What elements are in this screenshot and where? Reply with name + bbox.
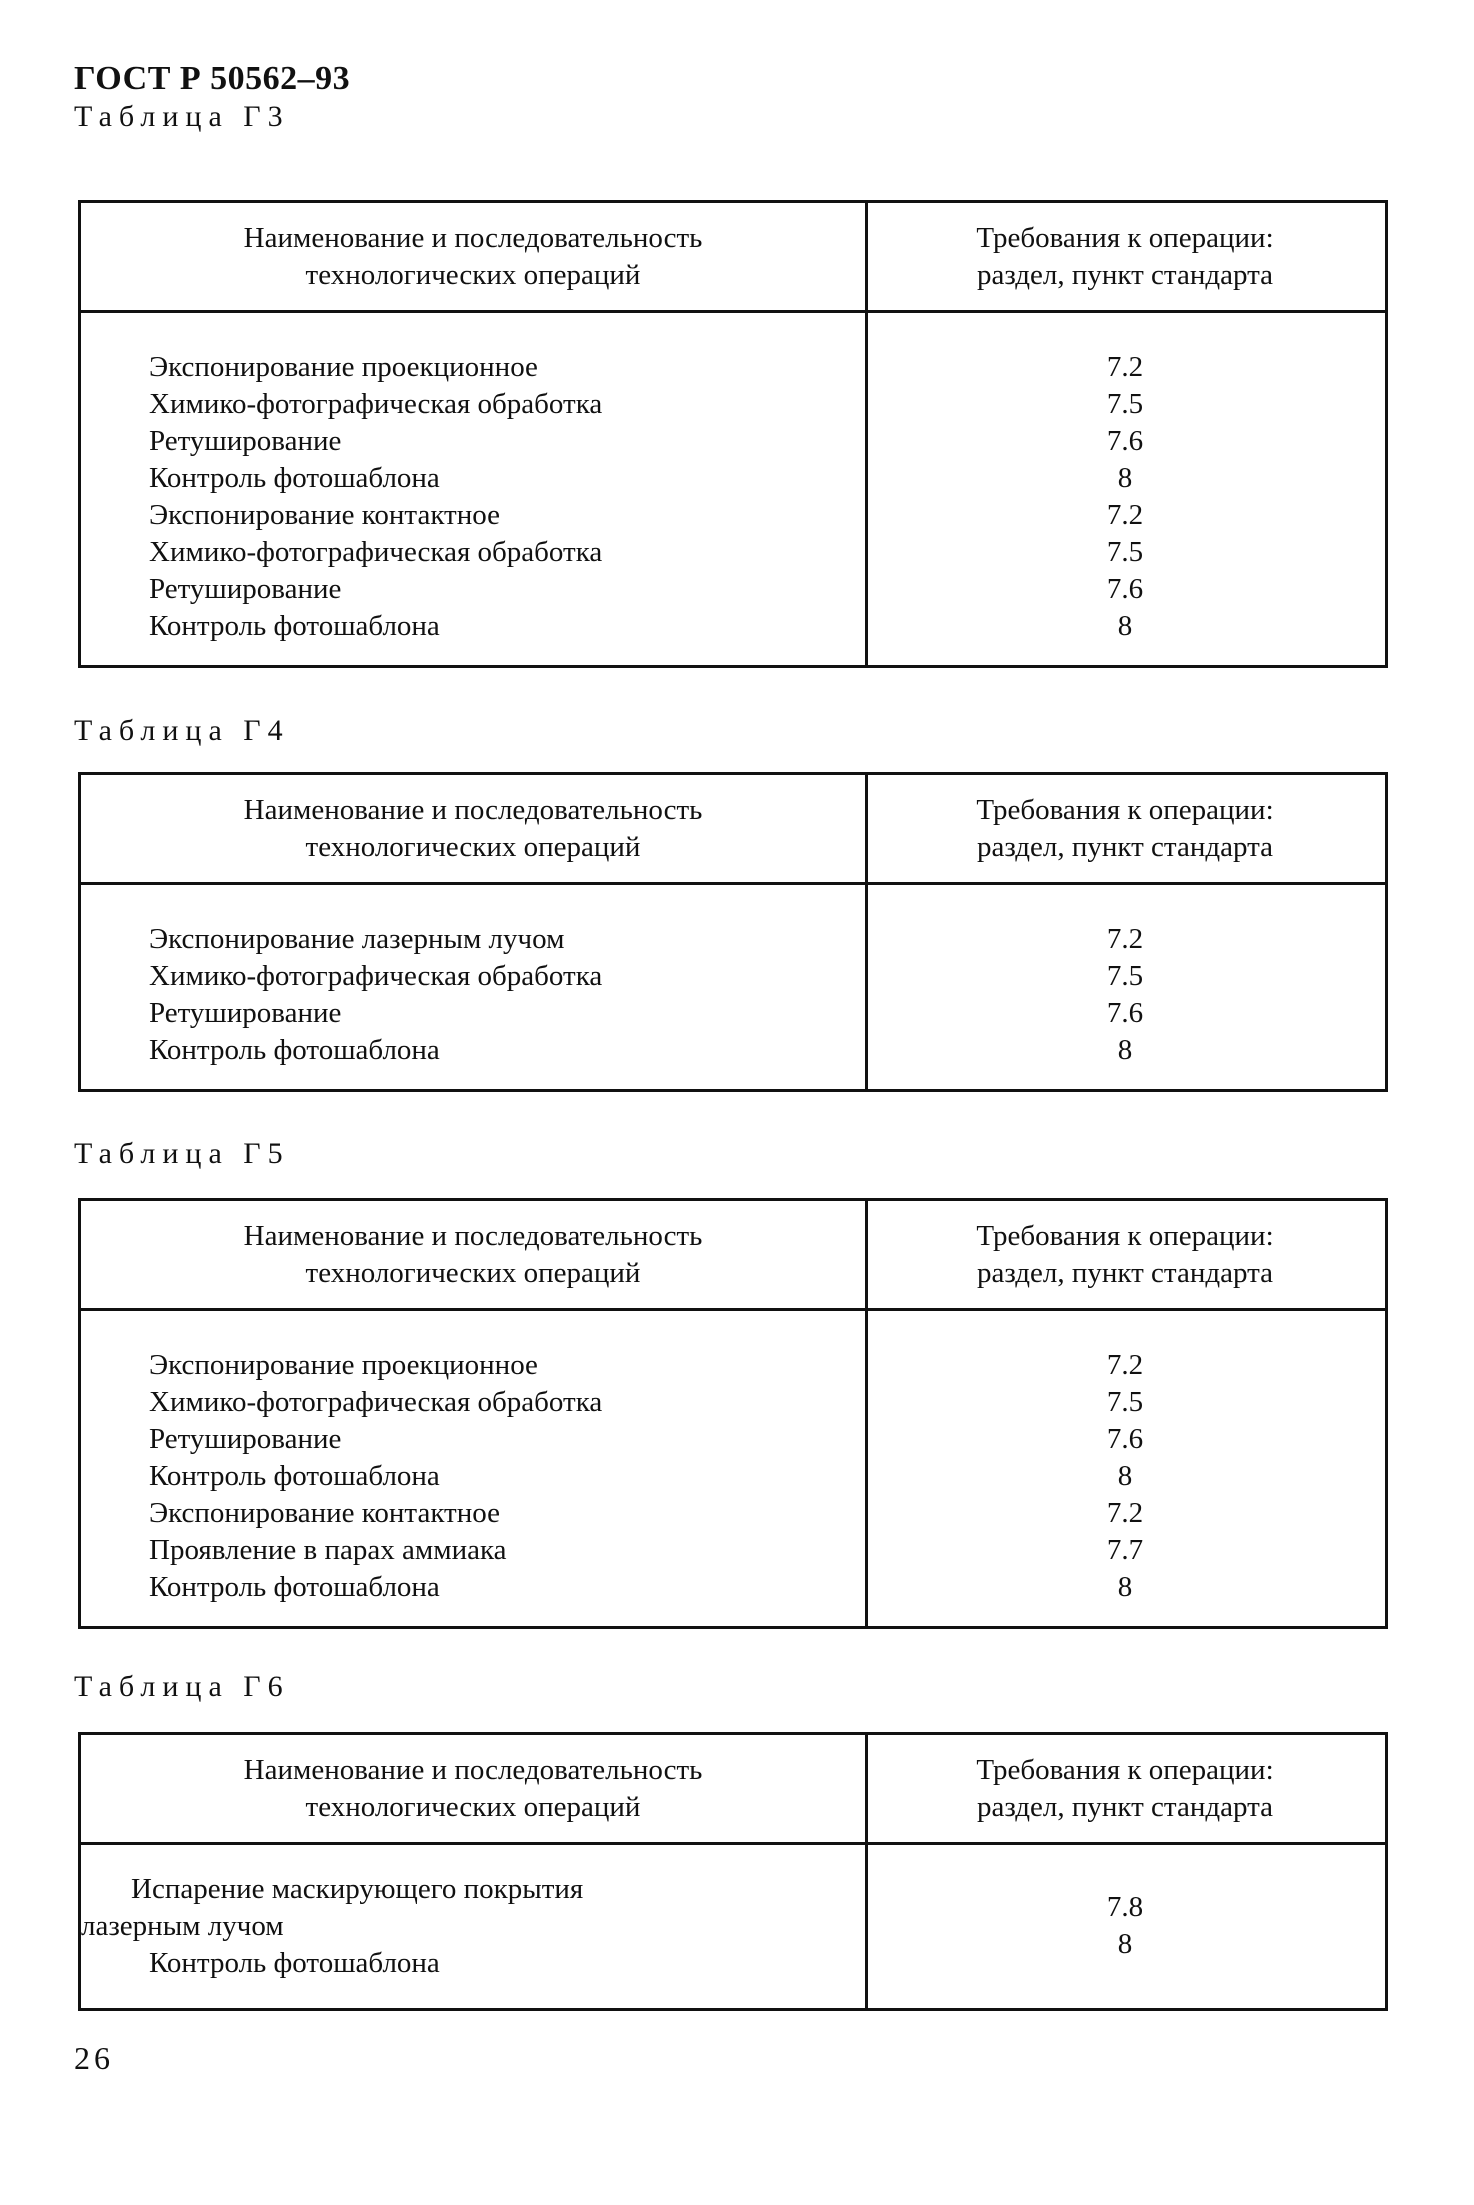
requirement-clause: 8 xyxy=(1117,1034,1133,1066)
table-header xyxy=(81,203,1385,313)
operation-name: Химико-фотографическая обработка xyxy=(149,960,603,992)
operation-name: Химико-фотографическая обработка xyxy=(149,388,603,420)
operation-name: Проявление в парах аммиака xyxy=(149,1534,507,1566)
table-body xyxy=(81,313,1385,665)
column-separator xyxy=(865,1201,868,1626)
page-number: 26 xyxy=(74,2040,114,2076)
header-operations: Наименование и последовательность технологических операций xyxy=(243,1219,703,1289)
operation-name: Контроль фотошаблона xyxy=(149,1571,440,1603)
table-body xyxy=(81,1845,1385,2008)
header-requirements: Требования к операции: раздел, пункт стандарта xyxy=(976,1753,1274,1823)
requirement-clause: 7.5 xyxy=(1106,1386,1144,1418)
requirement-clause: 8 xyxy=(1117,1460,1133,1492)
operation-name: Экспонирование проекционное xyxy=(149,351,538,383)
operation-name: Экспонирование контактное xyxy=(149,1497,500,1529)
requirement-clause: 7.6 xyxy=(1106,1423,1144,1455)
requirement-clause: 7.6 xyxy=(1106,573,1144,605)
operation-name: Ретуширование xyxy=(149,425,342,457)
operation-name: Экспонирование проекционное xyxy=(149,1349,538,1381)
header-operations: Наименование и последовательность технологических операций xyxy=(243,1753,703,1823)
requirement-clause: 7.7 xyxy=(1106,1534,1144,1566)
requirement-clause: 7.5 xyxy=(1106,960,1144,992)
operation-name-continuation: лазерным лучом xyxy=(81,1910,284,1942)
requirement-clause: 8 xyxy=(1117,610,1133,642)
table-body xyxy=(81,1311,1385,1626)
operation-name: Ретуширование xyxy=(149,997,342,1029)
operation-name: Испарение маскирующего покрытия xyxy=(131,1873,584,1905)
requirement-clause: 7.6 xyxy=(1106,997,1144,1029)
requirement-clause: 7.5 xyxy=(1106,536,1144,568)
requirement-clause: 7.8 xyxy=(1106,1891,1144,1923)
requirement-clause: 7.2 xyxy=(1106,1349,1144,1381)
table-title-g6: Таблица Г6 xyxy=(74,1670,290,1703)
requirement-clause: 8 xyxy=(1117,462,1133,494)
operation-name: Химико-фотографическая обработка xyxy=(149,536,603,568)
requirement-clause: 8 xyxy=(1117,1571,1133,1603)
requirement-clause: 7.2 xyxy=(1106,351,1144,383)
table-title-g5: Таблица Г5 xyxy=(74,1137,290,1170)
table-title-g3: Таблица Г3 xyxy=(74,100,290,133)
header-requirements: Требования к операции: раздел, пункт стандарта xyxy=(976,1219,1274,1289)
requirement-clause: 7.2 xyxy=(1106,923,1144,955)
header-requirements: Требования к операции: раздел, пункт стандарта xyxy=(976,221,1274,291)
table-header xyxy=(81,1201,1385,1311)
operation-name: Экспонирование лазерным лучом xyxy=(149,923,565,955)
operation-name: Контроль фотошаблона xyxy=(149,462,440,494)
table-g3 xyxy=(78,200,1388,668)
operation-name: Ретуширование xyxy=(149,573,342,605)
column-separator xyxy=(865,203,868,665)
requirement-clause: 7.6 xyxy=(1106,425,1144,457)
operation-name: Контроль фотошаблона xyxy=(149,1460,440,1492)
table-header xyxy=(81,1735,1385,1845)
table-g5 xyxy=(78,1198,1388,1629)
table-header xyxy=(81,775,1385,885)
requirement-clause: 7.2 xyxy=(1106,1497,1144,1529)
operation-name: Контроль фотошаблона xyxy=(149,610,440,642)
table-g4 xyxy=(78,772,1388,1092)
requirement-clause: 7.5 xyxy=(1106,388,1144,420)
operation-name: Контроль фотошаблона xyxy=(149,1947,440,1979)
header-requirements: Требования к операции: раздел, пункт стандарта xyxy=(976,793,1274,863)
requirement-clause: 7.2 xyxy=(1106,499,1144,531)
operation-name: Экспонирование контактное xyxy=(149,499,500,531)
standard-header: ГОСТ Р 50562–93 xyxy=(74,60,351,97)
table-title-g4: Таблица Г4 xyxy=(74,714,290,747)
operation-name: Химико-фотографическая обработка xyxy=(149,1386,603,1418)
header-operations: Наименование и последовательность технологических операций xyxy=(243,221,703,291)
requirement-clause: 8 xyxy=(1117,1928,1133,1960)
table-body xyxy=(81,885,1385,1089)
operation-name: Контроль фотошаблона xyxy=(149,1034,440,1066)
column-separator xyxy=(865,1735,868,2008)
header-operations: Наименование и последовательность технологических операций xyxy=(243,793,703,863)
operation-name: Ретуширование xyxy=(149,1423,342,1455)
column-separator xyxy=(865,775,868,1089)
table-g6 xyxy=(78,1732,1388,2011)
